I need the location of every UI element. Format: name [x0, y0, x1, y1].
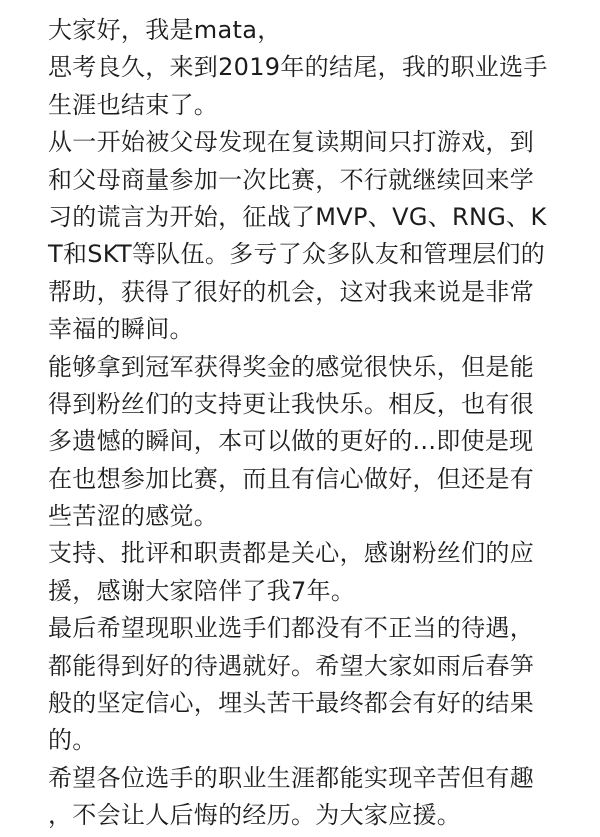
- text-line: 和父母商量参加一次比赛，不行就继续回来学: [48, 165, 534, 194]
- text-line: 幸福的瞬间。: [48, 315, 194, 344]
- text-line: 从一开始被父母发现在复读期间只打游戏，到: [48, 128, 534, 157]
- text-line: 希望各位选手的职业生涯都能实现辛苦但有趣: [48, 763, 534, 792]
- text-line: 最后希望现职业选手们都没有不正当的待遇，: [48, 614, 534, 643]
- text-line: ，不会让人后悔的经历。为大家应援。: [48, 801, 462, 830]
- text-line: 多遗憾的瞬间，本可以做的更好的...即使是现: [48, 427, 534, 456]
- text-line: 习的谎言为开始，征战了MVP、VG、RNG、K: [48, 202, 547, 231]
- text-line: 援，感谢大家陪伴了我7年。: [48, 576, 356, 605]
- text-line: 思考良久，来到2019年的结尾，我的职业选手: [48, 53, 548, 82]
- text-line: 般的坚定信心，埋头苦干最终都会有好的结果: [48, 689, 534, 718]
- text-line: 能够拿到冠军获得奖金的感觉很快乐，但是能: [48, 352, 534, 381]
- text-line: 些苦涩的感觉。: [48, 502, 219, 531]
- text-line: 帮助，获得了很好的机会，这对我来说是非常: [48, 277, 534, 306]
- text-line: 大家好，我是mata，: [48, 16, 282, 44]
- text-line: 支持、批评和职责都是关心，感谢粉丝们的应: [48, 539, 534, 568]
- text-line: T和SKT等队伍。多亏了众多队友和管理层们的: [48, 240, 546, 269]
- text-line: 在也想参加比赛，而且有信心做好，但还是有: [48, 464, 534, 493]
- document-body: [48, 12, 588, 835]
- text-line: 的。: [48, 726, 97, 755]
- text-line: 都能得到好的待遇就好。希望大家如雨后春笋: [48, 651, 534, 680]
- text-line: 生涯也结束了。: [48, 90, 219, 119]
- text-line: 得到粉丝们的支持更让我快乐。相反，也有很: [48, 389, 534, 418]
